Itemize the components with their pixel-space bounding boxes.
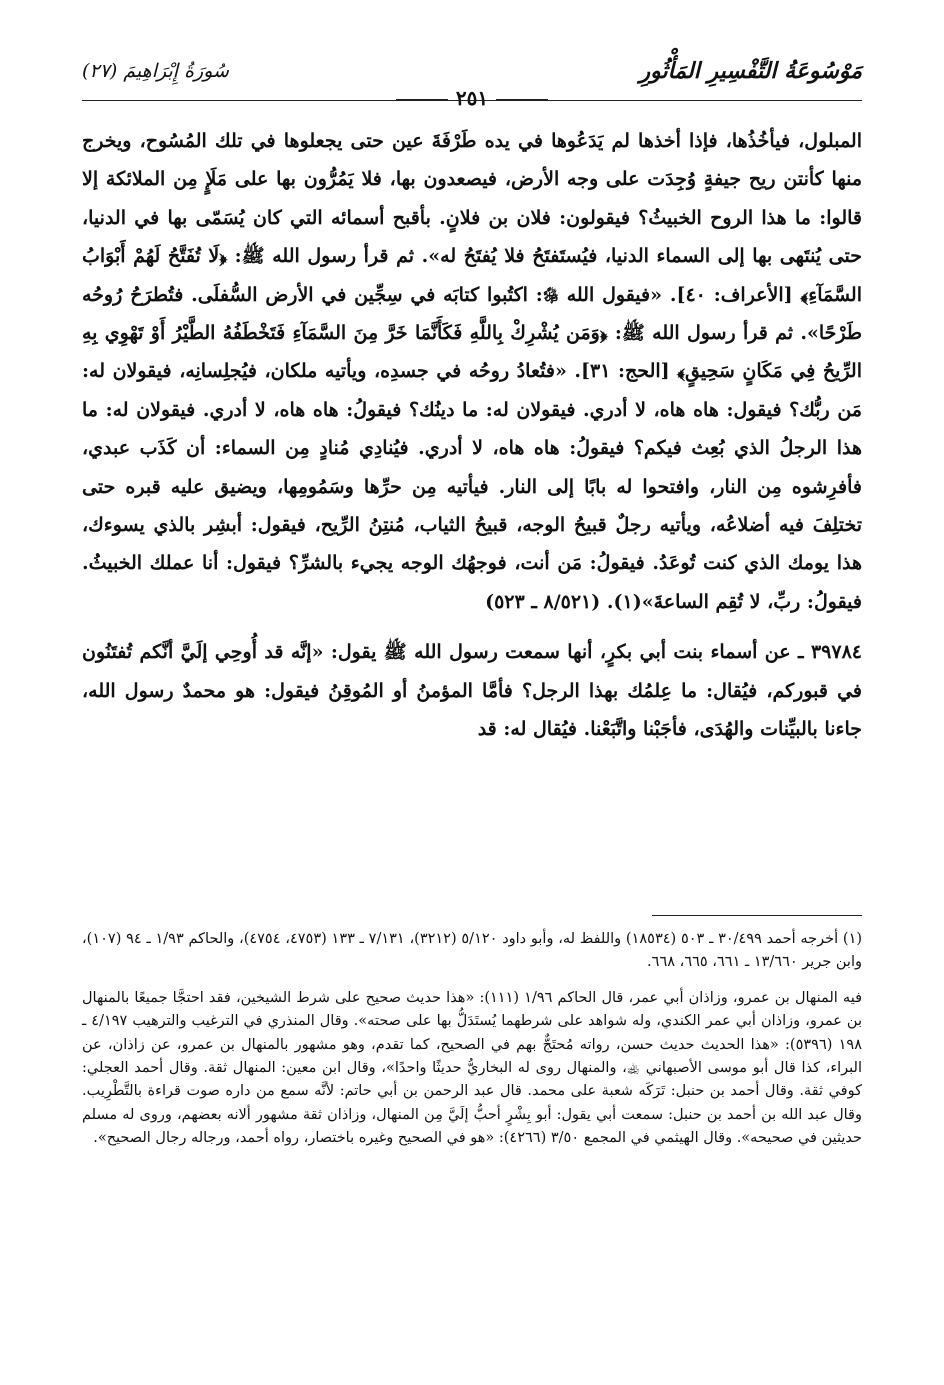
page-number: ٢٥١ <box>455 86 489 110</box>
page-header <box>82 52 862 110</box>
surah-title: سُورَةُ إِبْرَاهِيمَ (٢٧) <box>82 60 229 82</box>
footnotes <box>82 928 862 1151</box>
page-number-line <box>82 86 862 110</box>
hadith-continuation: المبلول، فيأخُذُها، فإذا أخذها لم يَدَعُوها في يده طَرْفَةَ عين حتى يجعلوها في تلك المُسُوح، ويخرج منها كأنتن ريح جيفةٍ وُجِدَت على وجه الأرض، فيصعدون بها، فلا يَمُرُّون بها على مَلَإٍ مِن الملائكة إلا قالوا: ما هذا الروح الخبيثُ؟ فيقولون: فلان بن فلانٍ. بأقبح أسمائه التي كان يُسَمّى بها في الدنيا، حتى يُنتَهى بها إلى السماء الدنيا، فيُستَفتَحُ فلا يُفتَحُ له». ثم قرأ رسول الله ﷺ: ﴿لَا تُفَتَّحُ لَهُمْ أَبْوَابُ السَّمَآءِ﴾ [الأعراف: ٤٠]. «فيقول الله ﷿: اكتُبوا كتابَه في سِجِّين في الأرض السُّفلَى. فتُطرَحُ رُوحُه طَرْحًا». ثم قرأ رسول الله ﷺ: ﴿وَمَن يُشْرِكْ بِاللَّهِ فَكَأَنَّمَا خَرَّ مِنَ السَّمَآءِ فَتَخْطَفُهُ الطَّيْرُ أَوْ تَهْوِي بِهِ الرِّيحُ فِي مَكَانٍ سَحِيقٍ﴾ [الحج: ٣١]. «فتُعادُ روحُه في جسدِه، ويأتيه ملكان، فيُجلِسانِه، فيقولان له: مَن ربُّك؟ فيقول: هاه هاه، لا أدري. فيقولان له: ما دينُك؟ فيقولُ: هاه هاه، لا أدري. فيقولان له: ما هذا الرجلُ الذي بُعِث فيكم؟ فيقولُ: هاه هاه، لا أدري. فيُنادِي مُنادٍ مِن السماء: أن كَذَب عبدي، فأفرِشوه مِن النار، وافتحوا له بابًا إلى النار. فيأتيه مِن حرِّها وسَمُومِها، ويضيق عليه قبره حتى تختلِفَ فيه أضلاعُه، ويأتيه رجلٌ قبيحُ الوجه، قبيحُ الثياب، مُنتِنُ الرِّيح، فيقول: أبشِر بالذي يسوءك، هذا يومك الذي كنت تُوعَدُ. فيقولُ: مَن أنت، فوجهُك الوجه يجيء بالشرِّ؟ فيقول: أنا عملك الخبيثُ. فيقولُ: ربِّ، لا تُقِم الساعةَ»(١). (٨/٥٢١ ـ ٥٢٣) <box>82 130 863 613</box>
series-title: مَوْسُوعَةُ التَّفْسِيرِ المَأْثُورِ <box>639 58 862 84</box>
hadith-39784: ٣٩٧٨٤ ـ عن أسماء بنت أبي بكرٍ، أنها سمعت رسول الله ﷺ يقول: «إنَّه قد أُوحِي إلَيَّ أنَّكم تُفتَنُون في قبوركم، فيُقال: ما عِلمُك بهذا الرجل؟ فأمَّا المؤمنُ أو المُوقِنُ فيقول: هو محمدٌ رسول الله، جاءنا بالبيِّنات والهُدَى، فأجَبْنا واتَّبَعْنا. فيُقال له: قد <box>82 641 862 741</box>
header-divider <box>82 100 862 101</box>
footnote-divider <box>652 915 862 916</box>
footnote-1-grading: فيه المنهال بن عمرو، وزاذان أبي عمر، قال الحاكم ١/٩٦ (١١١): «هذا حديث صحيح على شرط الشيخين، فقد احتجَّا جميعًا بالمنهال بن عمرو، وزاذان أبي عمر الكندي، وله شواهد على شرطهما يُستَدَلُّ بها على صحته». وقال المنذري في الترغيب والترهيب ٤/١٩٧ ـ ١٩٨ (٥٣٩٦): «هذا الحديث حديث حسن، رواته مُحتَجٌّ بهم في الصحيح، كما تقدم، وهو مشهور بالمنهال بن عمرو، عن زاذان، عن البراء، كذا قال أبو موسى الأصبهاني ﵀، والمنهال روى له البخاريُّ حديثًا واحدًا»، وقال ابن معين: المنهال ثقة. وقال أحمد العجلي: كوفي ثقة. وقال أحمد بن حنبل: تَرَكَه شعبة على محمد. قال عبد الرحمن بن أبي حاتم: لأنَّه سمع من داره صوت قراءة بالتَّطْرِيب. وقال عبد الله بن أحمد بن حنبل: سمعت أبي يقول: أبو بِشْرٍ أحبُّ إلَيَّ مِن المنهال، وزاذان ثقة مشهور ألانه بعضهم، وروى له مسلم حديثين في صحيحه». وقال الهيثمي في المجمع ٣/٥٠ (٤٢٦٦): «هو في الصحيح وغيره باختصار، رواه أحمد، ورجاله رجال الصحيح». <box>82 989 863 1147</box>
main-text <box>82 122 862 749</box>
footnote-1: (١) أخرجه أحمد ٣٠/٤٩٩ ـ ٥٠٣ (١٨٥٣٤) واللفظ له، وأبو داود ٥/١٢٠ (٣٢١٢)، ٧/١٣١ ـ ١٣٣ (٤٧٥٣، ٤٧٥٤)، والحاكم ١/٩٣ ـ ٩٤ (١٠٧)، وابن جرير ١٣/٦٦٠ ـ ٦٦١، ٦٦٥، ٦٦٨. <box>82 931 863 971</box>
